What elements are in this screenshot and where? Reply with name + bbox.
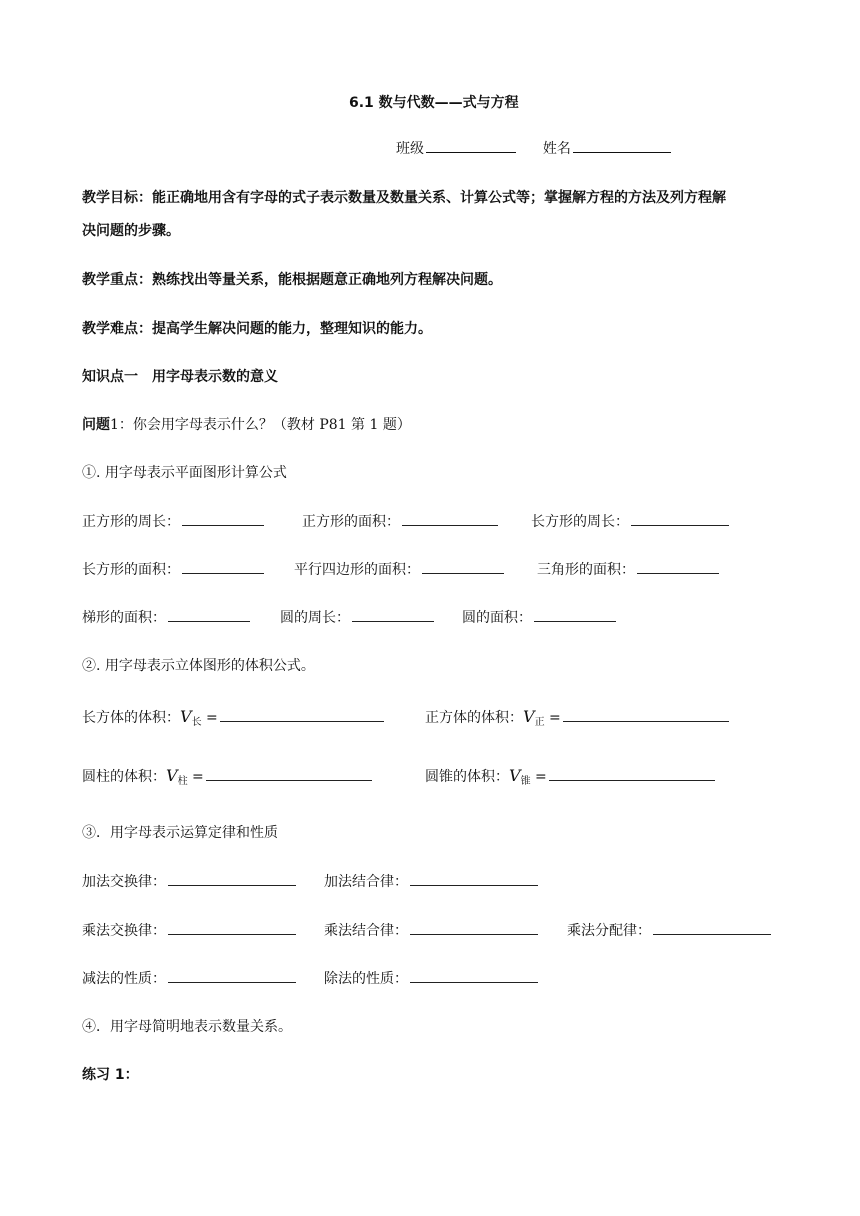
law-item: 乘法分配律： bbox=[567, 920, 771, 940]
objectives-line2: 决问题的步骤。 bbox=[82, 223, 180, 239]
answer-blank[interactable] bbox=[422, 559, 504, 574]
answer-blank[interactable] bbox=[220, 707, 384, 722]
part3-heading: ③．用字母表示运算定律和性质 bbox=[82, 825, 278, 841]
law-item: 乘法交换律： bbox=[82, 920, 296, 940]
answer-blank[interactable] bbox=[206, 766, 372, 781]
question-label: 问题 bbox=[82, 417, 110, 433]
part2-heading: ②. 用字母表示立体图形的体积公式。 bbox=[82, 658, 315, 674]
class-blank[interactable] bbox=[426, 138, 516, 153]
part1-item: 长方形的面积： bbox=[82, 559, 264, 579]
part1-item: 正方形的周长： bbox=[82, 511, 264, 531]
part1-item: 梯形的面积： bbox=[82, 607, 250, 627]
answer-blank[interactable] bbox=[653, 920, 771, 935]
answer-blank[interactable] bbox=[410, 871, 538, 886]
law-item: 减法的性质： bbox=[82, 968, 296, 988]
answer-blank[interactable] bbox=[402, 511, 498, 526]
name-label: 姓名 bbox=[542, 141, 571, 157]
section-heading: 知识点一 用字母表示数的意义 bbox=[82, 369, 278, 385]
question-1 bbox=[82, 414, 411, 434]
answer-blank[interactable] bbox=[352, 607, 434, 622]
class-name-row bbox=[396, 138, 671, 158]
teaching-focus: 教学重点：熟练找出等量关系，能根据题意正确地列方程解决问题。 bbox=[82, 272, 502, 288]
answer-blank[interactable] bbox=[168, 968, 296, 983]
answer-blank[interactable] bbox=[182, 511, 264, 526]
part1-item: 圆的周长： bbox=[280, 607, 434, 627]
exercise-heading: 练习 1： bbox=[82, 1067, 139, 1083]
answer-blank[interactable] bbox=[168, 871, 296, 886]
teaching-difficulty: 教学难点：提高学生解决问题的能力，整理知识的能力。 bbox=[82, 321, 432, 337]
answer-blank[interactable] bbox=[410, 968, 538, 983]
part1-heading: ①. 用字母表示平面图形计算公式 bbox=[82, 465, 287, 481]
answer-blank[interactable] bbox=[168, 920, 296, 935]
part1-item: 长方形的周长： bbox=[531, 511, 729, 531]
answer-blank[interactable] bbox=[410, 920, 538, 935]
volume-item: 圆锥的体积：$V_锥$ = bbox=[425, 766, 715, 787]
law-item: 加法结合律： bbox=[324, 871, 538, 891]
answer-blank[interactable] bbox=[631, 511, 729, 526]
part1-item: 平行四边形的面积： bbox=[294, 559, 504, 579]
answer-blank[interactable] bbox=[182, 559, 264, 574]
law-item: 除法的性质： bbox=[324, 968, 538, 988]
answer-blank[interactable] bbox=[637, 559, 719, 574]
part1-item: 圆的面积： bbox=[462, 607, 616, 627]
volume-item: 圆柱的体积：$V_柱$ = bbox=[82, 766, 372, 787]
law-item: 加法交换律： bbox=[82, 871, 296, 891]
part1-item: 正方形的面积： bbox=[302, 511, 498, 531]
volume-item: 正方体的体积：$V_正$ = bbox=[425, 707, 729, 728]
law-item: 乘法结合律： bbox=[324, 920, 538, 940]
part1-item: 三角形的面积： bbox=[537, 559, 719, 579]
answer-blank[interactable] bbox=[563, 707, 729, 722]
volume-item: 长方体的体积：$V_长$ = bbox=[82, 707, 384, 728]
name-blank[interactable] bbox=[573, 138, 671, 153]
answer-blank[interactable] bbox=[168, 607, 250, 622]
part4-heading: ④．用字母简明地表示数量关系。 bbox=[82, 1019, 292, 1035]
question-text: 1：你会用字母表示什么？（教材 P81 第 1 题） bbox=[110, 417, 411, 433]
answer-blank[interactable] bbox=[534, 607, 616, 622]
objectives-line1: 教学目标：能正确地用含有字母的式子表示数量及数量关系、计算公式等；掌握解方程的方法及列方程解 bbox=[82, 190, 726, 206]
page-title: 6.1 数与代数——式与方程 bbox=[349, 95, 519, 111]
answer-blank[interactable] bbox=[549, 766, 715, 781]
class-label: 班级 bbox=[396, 141, 424, 157]
